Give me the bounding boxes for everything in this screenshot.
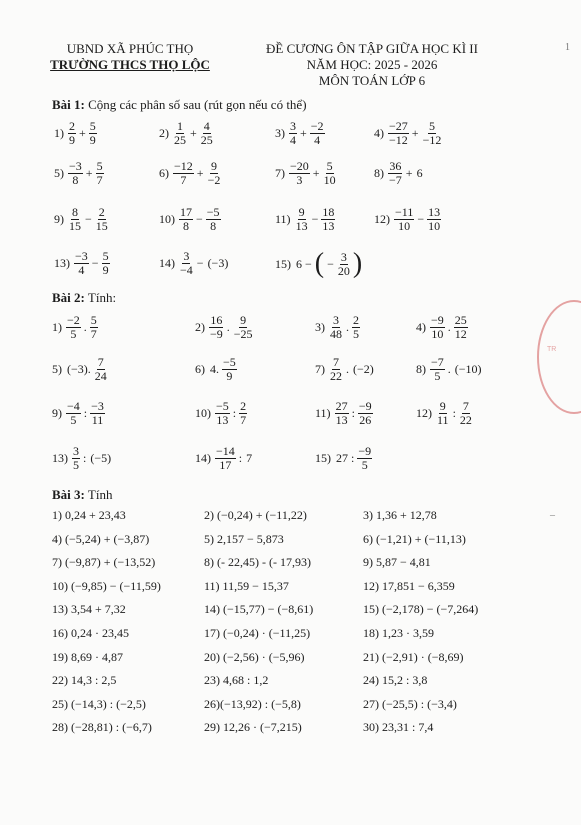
exercise-item [315,445,373,472]
fraction [200,120,214,147]
exercise-item: 7) (−9,87) + (−13,52) [52,555,156,570]
denominator: 24 [94,369,107,383]
numerator: 5 [428,119,435,133]
exercise-item [416,356,484,383]
fraction [215,400,230,427]
exercise-item: 16) 0,24 · 23,45 [52,626,129,640]
minus-sign: − [327,256,334,271]
paren-close: ) [352,248,363,279]
denominator: 22 [330,369,342,383]
subject: MÔN TOÁN LỚP 6 [318,73,426,88]
expr-tail: (−5) [90,451,112,465]
numerator: 4 [203,119,210,133]
operator: : [232,406,237,420]
item-number: 14) [159,256,175,270]
denominator: 7 [180,173,187,187]
exercise-item [52,356,109,383]
operator: : [452,406,456,420]
numerator: 25 [454,313,467,327]
exercise-item: 13) 3,54 + 7,32 [52,602,126,617]
exercise-item: 9) 5,87 − 4,81 [363,555,431,570]
expr-prefix: 27 : [336,451,355,465]
operator: . [346,362,349,376]
exercise-item: 20) (−2,56) · (−5,96) [204,649,305,664]
bai2-title: Bài 2: [52,290,85,305]
exercise-item: 30) 23,31 : 7,4 [363,720,434,735]
item-number: 1) [54,126,64,140]
exercise-item: 10) (−9,85) − (−11,59) [52,578,161,593]
fraction [239,400,247,427]
fraction [422,120,443,147]
item-number: 10) [159,212,175,226]
numerator: −3 [75,249,88,263]
header-right [232,41,512,89]
bai1-title: Bài 1: [52,97,85,112]
denominator: 9 [89,133,96,147]
numerator: 9 [439,399,446,413]
exercise-item: 14) (−15,77) − (−8,61) [204,602,314,617]
stamp-text: TR [547,346,557,353]
expr-tail: 6 [416,166,423,180]
fraction [173,160,194,187]
denominator: −12 [422,133,442,147]
fraction [430,356,445,383]
numerator: −5 [223,355,236,369]
numerator: 5 [90,313,97,327]
page-mark-top: 1 [565,42,570,53]
expr-prefix: (−3). [67,362,91,376]
expr-tail: (−10) [454,362,482,376]
denominator: 4 [78,263,85,277]
operator: + [312,166,320,180]
fraction [90,314,98,341]
exercise-item [54,160,105,187]
numerator: −9 [358,444,372,458]
fraction [74,250,89,277]
exercise-item: 8) (- 22,45) - (- 17,93) [204,555,311,570]
bai2-text: Tính: [87,290,117,305]
numerator: 5 [96,159,103,173]
denominator: −7 [389,173,402,187]
numerator: −9 [431,313,444,327]
numerator: 27 [335,399,348,413]
item-number: 13) [52,451,68,465]
exercise-item [52,400,106,427]
denominator: 10 [428,219,441,233]
item-number: 11) [315,406,331,420]
item-number: 4) [416,320,426,334]
denominator: −9 [210,327,223,341]
expr-tail: 7 [246,451,253,465]
exercise-item: 17) (−0,24) · (−11,25) [204,626,311,640]
fraction [66,400,81,427]
numerator: −4 [67,399,80,413]
fraction [352,314,360,341]
numerator: 9 [210,159,217,173]
exercise-item: 3) 1,36 + 12,78 [363,508,437,522]
numerator: 17 [180,205,192,219]
expr-prefix: 6 − [296,256,312,271]
exercise-item [159,250,230,277]
fraction [436,400,450,427]
numerator: 5 [89,119,96,133]
numerator: 5 [326,159,333,173]
numerator: 2 [69,119,75,133]
exercise-item: 28) (−28,81) : (−6,7) [52,720,152,735]
fraction [207,160,222,187]
denominator: 13 [335,413,348,427]
exercise-item [315,356,376,383]
denominator: −12 [389,133,408,147]
item-number: 15) [315,451,331,465]
operator: − [311,212,319,226]
numerator: −7 [431,355,444,369]
page-mark-mid: – [550,510,555,521]
exercise-item: 15) (−2,178) − (−7,264) [363,602,479,617]
fraction [68,160,83,187]
denominator: 17 [219,458,232,472]
denominator: 4 [290,133,296,147]
fraction [72,445,80,472]
numerator: 7 [462,399,469,413]
fraction [335,400,349,427]
denominator: 25 [174,133,186,147]
exercise-item: 11) 11,59 − 15,37 [204,578,289,593]
exercise-item: 24) 15,2 : 3,8 [363,673,428,688]
exercise-item: 2) (−0,24) + (−11,22) [204,508,307,522]
fraction [454,314,468,341]
operator: + [79,126,86,140]
fraction [388,120,409,147]
fraction [90,400,105,427]
operator: . [346,320,349,334]
fraction [222,356,237,383]
denominator: 5 [70,413,77,427]
denominator: 11 [91,413,104,427]
denominator: 9 [102,263,109,277]
operator: − [91,256,99,270]
exercise-item: 26)(−13,92) : (−5,8) [204,696,301,711]
operator: : [83,406,88,420]
exercise-item: 29) 12,26 · (−7,215) [204,720,302,735]
denominator: 10 [431,327,444,341]
denominator: −25 [233,327,253,341]
exercise-item [195,314,255,341]
fraction [388,160,403,187]
exercise-item [416,314,469,341]
fraction [102,250,110,277]
numerator: 7 [97,355,104,369]
fraction [329,314,343,341]
item-number: 8) [374,166,384,180]
numerator: 8 [72,205,78,219]
doc-title: ĐỀ CƯƠNG ÔN TẬP GIỮA HỌC KÌ II [266,41,478,56]
item-number: 6) [159,166,169,180]
operator: + [411,126,419,140]
numerator: −27 [389,119,408,133]
fraction [68,120,76,147]
item-number: 5) [54,166,64,180]
denominator: 13 [295,219,308,233]
denominator: −4 [180,263,193,277]
fraction [233,314,254,341]
expr-tail: (−2) [353,362,374,376]
denominator: 25 [200,133,213,147]
exercise-item [52,314,99,341]
exercise-item [275,160,338,187]
operator: − [196,212,203,226]
denominator: 3 [296,173,303,187]
operator: . [226,320,230,334]
item-number: 2) [159,126,169,140]
fraction [430,314,445,341]
exercise-item [315,314,361,341]
denominator: 20 [337,263,350,278]
item-number: 8) [416,362,426,376]
fraction [459,400,473,427]
denominator: 13 [322,219,335,233]
exercise-item: 5) 2,157 − 5,873 [204,531,284,546]
bai3-title: Bài 3: [52,487,85,502]
fraction [173,120,187,147]
exercise-item [416,400,474,427]
item-number: 9) [54,212,64,226]
numerator: −5 [216,399,229,413]
item-number: 11) [275,212,291,226]
numerator: −11 [395,205,414,219]
item-number: 14) [195,451,211,465]
numerator: −3 [91,399,104,413]
denominator: 9 [69,133,75,147]
exercise-item [54,250,111,277]
numerator: −3 [69,159,82,173]
denominator: 10 [323,173,336,187]
item-number: 4) [374,126,384,140]
fraction [179,250,194,277]
item-number: 1) [52,320,62,334]
fraction [295,206,309,233]
fraction [66,314,81,341]
exercise-item [54,120,98,147]
denominator: 26 [359,413,372,427]
fraction [68,206,82,233]
numerator: −12 [174,159,193,173]
numerator: 2 [240,399,247,413]
fraction [95,206,109,233]
exercise-item [374,160,425,187]
numerator: 2 [353,313,359,327]
expr-tail: (−3) [207,256,229,270]
numerator: −14 [216,444,235,458]
numerator: 16 [210,313,223,327]
exercise-item [275,250,363,278]
operator: − [196,256,204,270]
fraction [289,120,297,147]
item-number: 6) [195,362,205,376]
fraction [96,160,104,187]
numerator: 2 [98,205,105,219]
numerator: 3 [290,119,296,133]
bai2-heading [52,290,116,306]
operator: : [351,406,355,420]
denominator: 10 [398,219,411,233]
operator: . [447,362,451,376]
bai3-text: Tính [87,487,113,502]
numerator: 7 [333,355,339,369]
exercise-item: 12) 17,851 − 6,359 [363,578,455,593]
item-number: 3) [315,320,325,334]
exercise-item [275,120,326,147]
exercise-item [374,120,443,147]
operator: + [300,126,307,140]
operator: − [417,212,425,226]
denominator: 9 [226,369,233,383]
denominator: 7 [240,413,247,427]
fraction [357,445,372,472]
exercise-item [159,120,215,147]
exercise-item: 21) (−2,91) · (−8,69) [363,649,464,664]
header-left [40,41,220,73]
denominator: 13 [216,413,229,427]
item-number: 5) [52,362,62,376]
operator: + [85,166,93,180]
operator: + [190,126,197,140]
exercise-item [159,160,222,187]
numerator: 1 [177,119,183,133]
numerator: −2 [67,313,80,327]
numerator: 9 [240,313,247,327]
exercise-item [195,356,238,383]
exercise-item [52,445,113,472]
denominator: 8 [183,219,189,233]
denominator: −2 [207,173,221,187]
numerator: 9 [298,205,305,219]
denominator: 5 [73,458,79,472]
numerator: −5 [206,205,220,219]
denominator: 11 [437,413,449,427]
denominator: 5 [353,327,359,341]
numerator: 3 [73,444,79,458]
fraction [329,356,343,383]
denominator: 5 [70,327,77,341]
operator: . [83,320,87,334]
denominator: 15 [95,219,108,233]
denominator: 5 [434,369,441,383]
item-number: 2) [195,320,205,334]
operator: − [85,212,92,226]
numerator: 3 [340,249,347,264]
item-number: 15) [275,256,291,271]
item-number: 7) [315,362,325,376]
exercise-item [54,206,110,233]
expr-prefix: 4. [210,362,219,376]
item-number: 7) [275,166,285,180]
fraction [310,120,325,147]
exercise-item: 6) (−1,21) + (−11,13) [363,531,466,546]
numerator: 3 [333,313,339,327]
operator: + [405,166,413,180]
numerator: 13 [428,205,441,219]
bai1-heading [52,97,307,113]
fraction [289,160,310,187]
exercise-item [374,206,442,233]
operator: . [447,320,451,334]
exercise-item [275,206,336,233]
operator: + [196,166,204,180]
item-number: 12) [374,212,390,226]
fraction [337,251,351,278]
denominator: 48 [330,327,342,341]
bai3-heading [52,487,112,503]
exercise-item: 19) 8,69 · 4,87 [52,649,123,664]
exercise-item [195,400,248,427]
numerator: 36 [389,159,402,173]
fraction [321,206,335,233]
exercise-item: 18) 1,23 · 3,59 [363,626,434,640]
denominator: 7 [96,173,103,187]
exercise-item: 25) (−14,3) : (−2,5) [52,696,146,711]
denominator: 15 [69,219,81,233]
denominator: 22 [459,413,472,427]
denominator: 7 [90,327,97,341]
exercise-item: 27) (−25,5) : (−3,4) [363,696,457,711]
bai1-text: Cộng các phân số sau (rút gọn nếu có thể) [88,97,307,112]
fraction [323,160,337,187]
item-number: 9) [52,406,62,420]
fraction [215,445,236,472]
exercise-item: 22) 14,3 : 2,5 [52,673,117,688]
numerator: 18 [322,205,335,219]
denominator: 4 [314,133,321,147]
fraction [179,206,193,233]
numerator: −2 [310,119,324,133]
numerator: 3 [183,249,190,263]
denominator: 5 [361,458,368,472]
fraction [358,400,373,427]
fraction [427,206,441,233]
fraction [89,120,97,147]
operator: : [83,451,87,465]
fraction [394,206,414,233]
fraction [209,314,224,341]
numerator: −20 [290,159,309,173]
numerator: −9 [358,399,372,413]
denominator: 8 [210,219,217,233]
operator: : [238,451,243,465]
numerator: 5 [102,249,109,263]
denominator: 8 [72,173,79,187]
item-number: 13) [54,256,70,270]
denominator: 12 [454,327,467,341]
exercise-item [315,400,374,427]
exercise-item [159,206,222,233]
school-year: NĂM HỌC: 2025 - 2026 [306,57,438,72]
fraction [94,356,108,383]
exercise-item: 23) 4,68 : 1,2 [204,673,269,688]
school-name: TRƯỜNG THCS THỌ LỘC [50,57,210,72]
fraction [206,206,221,233]
item-number: 10) [195,406,211,420]
item-number: 12) [416,406,432,420]
paren-open: ( [314,248,325,279]
exercise-item [195,445,254,472]
exercise-item: 4) (−5,24) + (−3,87) [52,531,150,546]
red-stamp [537,300,581,414]
ward-name: UBND XÃ PHÚC THỌ [66,41,194,56]
exercise-item: 1) 0,24 + 23,43 [52,508,126,522]
item-number: 3) [275,126,285,140]
